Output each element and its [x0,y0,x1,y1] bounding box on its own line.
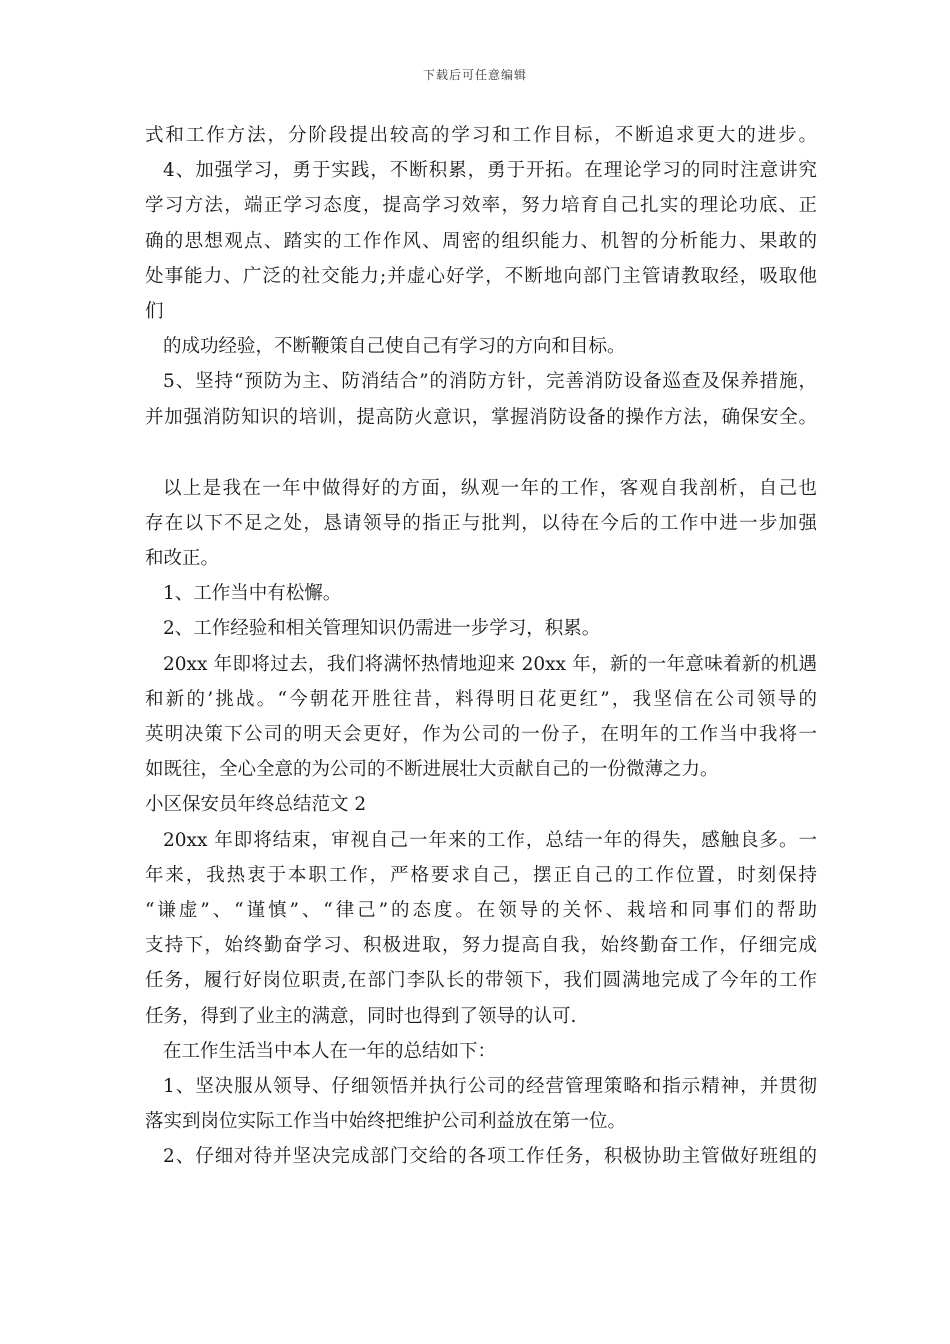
text-line: 年来，我热衷于本职工作，严格要求自己，摆正自己的工作位置，时刻保持 [145,864,817,886]
text-line: 和新的’挑战。“今朝花开胜往昔，料得明日花更红”，我坚信在公司领导的 [145,688,817,710]
text-line: 5、坚持“预防为主、防消结合”的消防方针，完善消防设备巡查及保养措施， [163,371,817,393]
text-line: 存在以下不足之处，恳请领导的指正与批判，以待在今后的工作中进一步加强 [145,512,817,534]
text-line: 处事能力、广泛的社交能力;并虚心好学，不断地向部门主管请教取经，吸取他 [145,265,817,287]
text-line: 确的思想观点、踏实的工作作风、周密的组织能力、机智的分析能力、果敢的 [145,230,817,252]
text-line: 们 [145,300,164,322]
text-line: 的成功经验，不断鞭策自己使自己有学习的方向和目标。 [163,336,626,358]
text-line: 如既往，全心全意的为公司的不断进展壮大贡献自己的一份微薄之力。 [145,759,719,781]
text-line: 20xx 年即将结束，审视自己一年来的工作，总结一年的得失，感触良多。一 [163,829,817,851]
text-line: 任务，履行好岗位职责,在部门李队长的带领下，我们圆满地完成了今年的工作 [145,970,817,992]
text-line: 1、坚决服从领导、仔细领悟并执行公司的经营管理策略和指示精神，并贯彻 [163,1075,817,1097]
text-line: 落实到岗位实际工作当中始终把维护公司利益放在第一位。 [145,1111,627,1133]
paragraph-spacer [145,435,817,471]
text-line: 在工作生活当中本人在一年的总结如下： [163,1040,497,1062]
text-line: 4、加强学习，勇于实践，不断积累，勇于开拓。在理论学习的同时注意讲究 [163,160,817,182]
text-line: 2、仔细对待并坚决完成部门交给的各项工作任务，积极协助主管做好班组的 [163,1146,817,1168]
text-line: 以上是我在一年中做得好的方面，纵观一年的工作，客观自我剖析，自己也 [163,477,817,499]
text-line: 20xx 年即将过去，我们将满怀热情地迎来 20xx 年，新的一年意味着新的机遇 [163,653,817,675]
text-line: 1、工作当中有松懈。 [163,583,342,605]
text-line: 任务，得到了业主的满意，同时也得到了领导的认可. [145,1005,577,1027]
text-line: 小区保安员年终总结范文 2 [145,794,367,816]
page-header-note: 下载后可任意编辑 [422,68,527,82]
text-line: 式和工作方法，分阶段提出较高的学习和工作目标，不断追求更大的进步。 [145,125,817,146]
text-line: 并加强消防知识的培训，提高防火意识，掌握消防设备的操作方法，确保安全。 [145,406,817,428]
document-body [145,118,817,1174]
text-line: 和改正。 [145,548,220,570]
text-line: 支持下，始终勤奋学习、积极进取，努力提高自我，始终勤奋工作，仔细完成 [145,935,817,957]
text-line: 英明决策下公司的明天会更好，作为公司的一份子，在明年的工作当中我将一 [145,724,817,745]
text-line: 2、工作经验和相关管理知识仍需进一步学习，积累。 [163,618,601,640]
text-line: “谦虚”、“谨慎”、“律己”的态度。在领导的关怀、栽培和同事们的帮助 [145,899,817,921]
text-line: 学习方法，端正学习态度，提高学习效率，努力培育自己扎实的理论功底、正 [145,195,817,217]
